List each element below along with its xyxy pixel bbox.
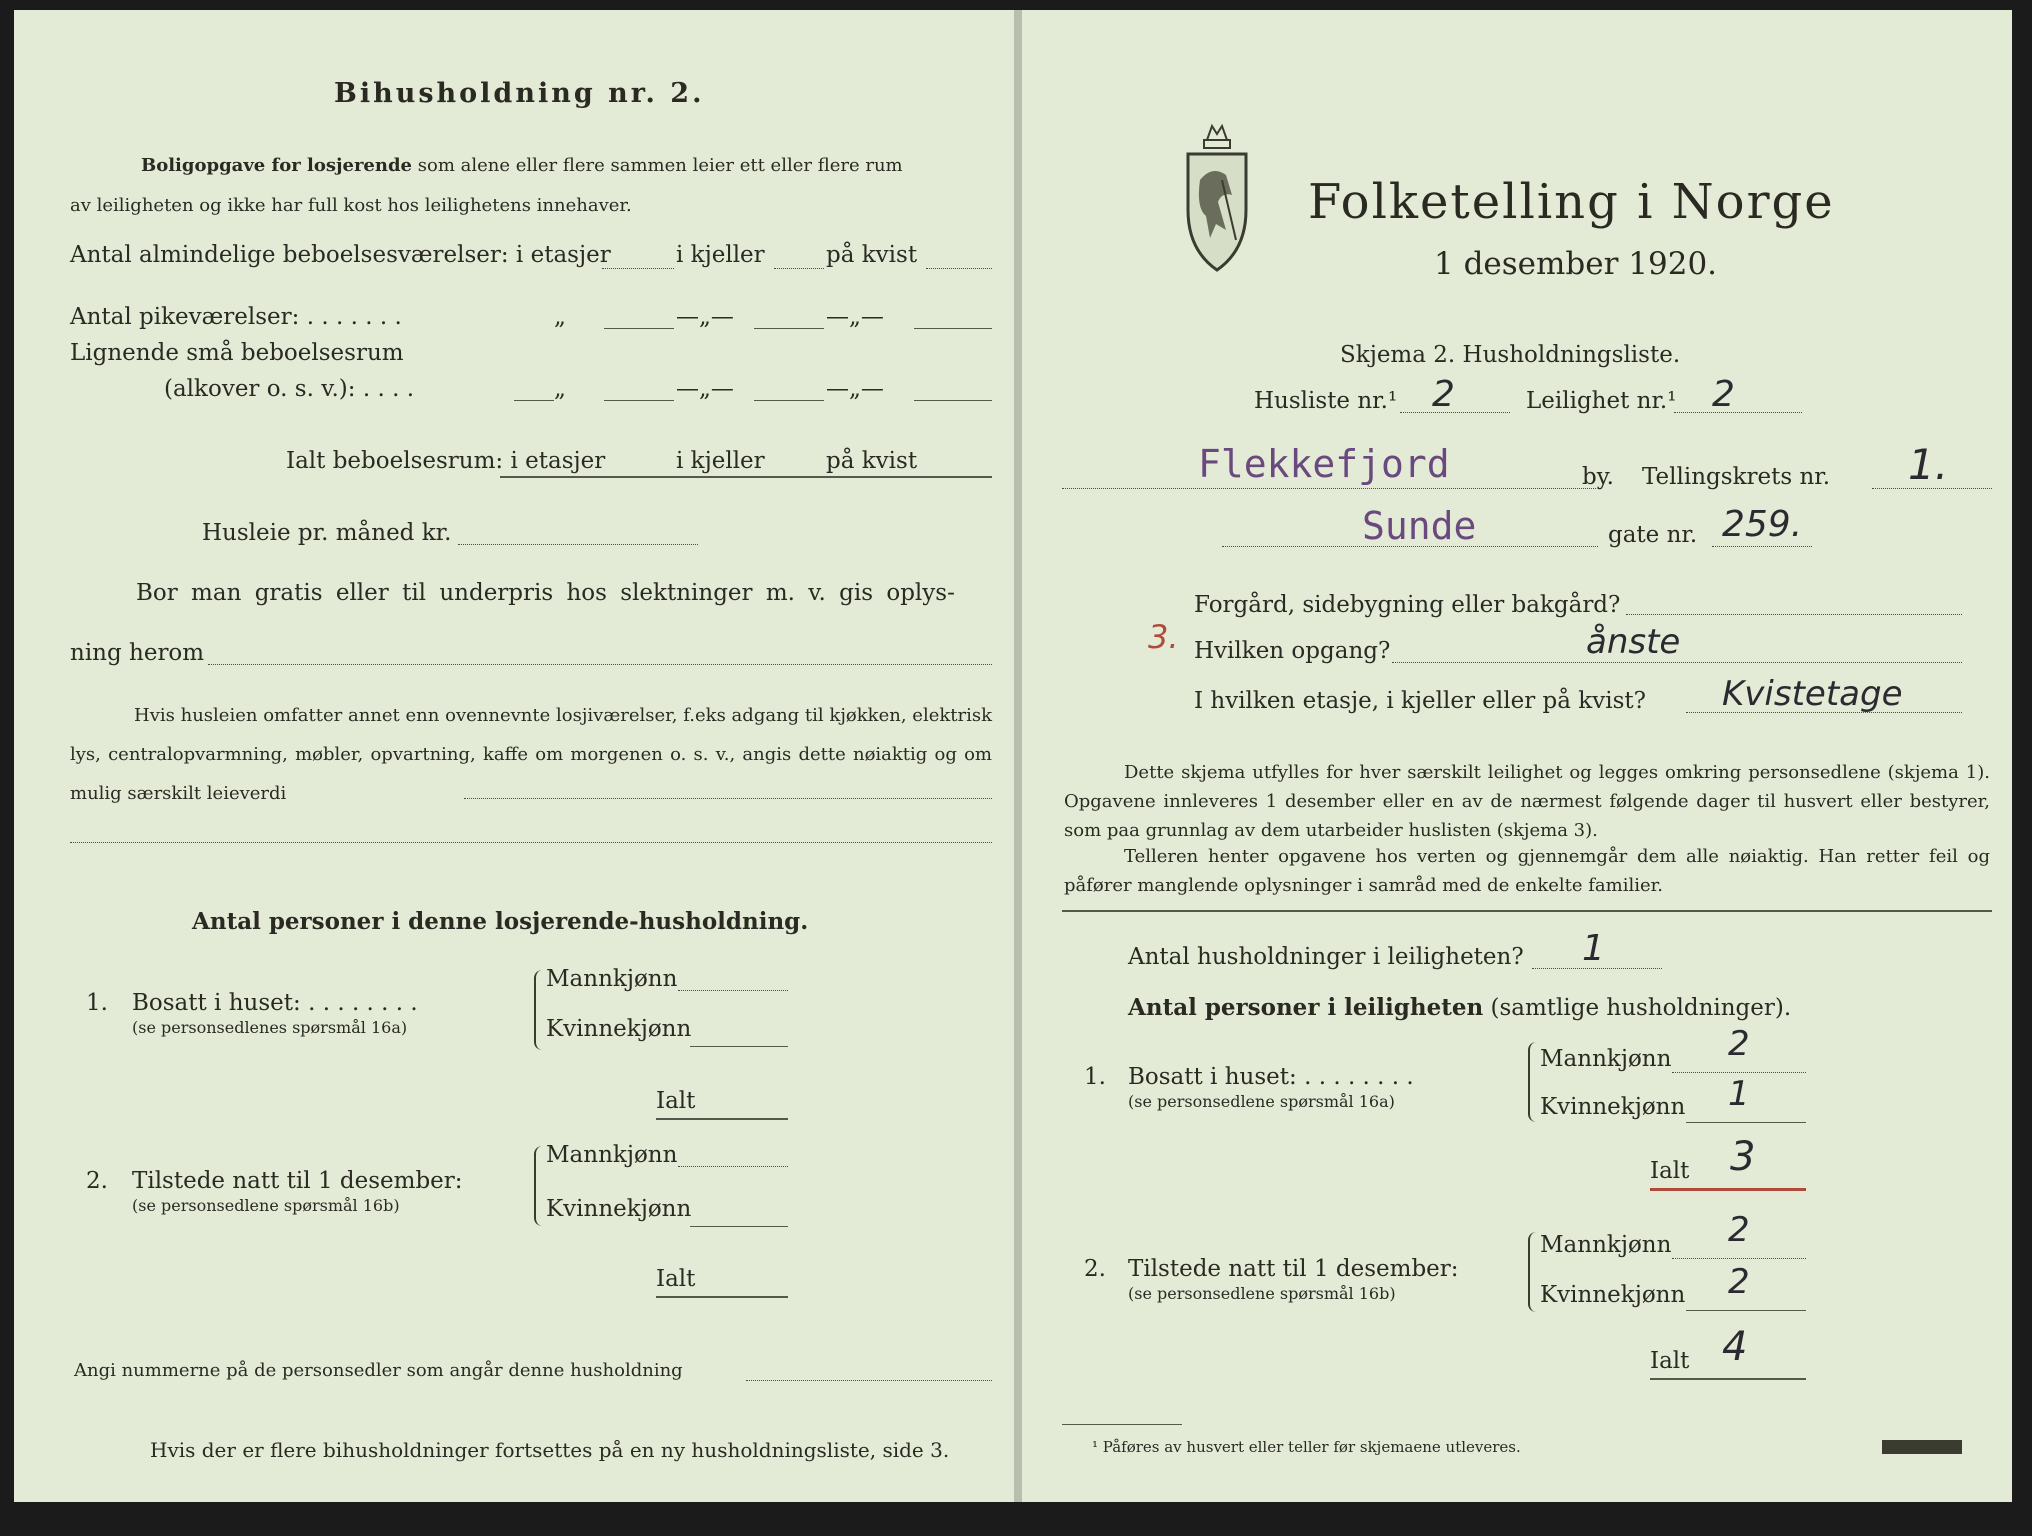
right-q1-kvinne-label: Kvinnekjønn: [1540, 1094, 1686, 1120]
left-q2-label: Tilstede natt til 1 desember:: [132, 1168, 463, 1194]
right-q2-num: 2.: [1084, 1256, 1106, 1282]
rooms-label: Antal almindelige beboelsesværelser: i etasjer: [70, 242, 611, 268]
pike-field-1[interactable]: [604, 328, 674, 329]
right-q2-mann-value[interactable]: 2: [1728, 1210, 1750, 1250]
left-q2-num: 2.: [86, 1168, 108, 1194]
right-q2-ialt-value[interactable]: 4: [1722, 1324, 1748, 1370]
page-fold: [1014, 10, 1022, 1502]
hvis-field[interactable]: [464, 798, 992, 799]
left-title: Bihusholdning nr. 2.: [334, 78, 705, 109]
husleie-field[interactable]: [458, 544, 698, 545]
skjema-label: Skjema 2. Husholdningsliste.: [1340, 342, 1681, 368]
left-q2-mann-label: Mannkjønn: [546, 1142, 678, 1168]
lignende-field-1[interactable]: [604, 400, 674, 401]
husholdninger-value[interactable]: 1: [1582, 928, 1605, 969]
krets-value[interactable]: 1.: [1908, 440, 1949, 489]
right-q1-kvinne-value[interactable]: 1: [1728, 1074, 1750, 1114]
printer-mark: [1882, 1440, 1962, 1454]
lignende-ditto-3: —„—: [826, 376, 884, 402]
gate-value[interactable]: Sunde: [1362, 504, 1477, 548]
personer-heading-bold: Antal personer i leiligheten: [1128, 994, 1484, 1021]
left-q2-mann-field[interactable]: [678, 1166, 788, 1167]
left-page: [14, 10, 1014, 1502]
forgaard-label: Forgård, sidebygning eller bakgård?: [1194, 592, 1621, 618]
right-q2-mann-field: [1672, 1258, 1806, 1259]
angi-label: Angi nummerne på de personsedler som angår denne husholdning: [74, 1360, 683, 1381]
intro-line-1: [141, 155, 903, 176]
right-q2-kvinne-label: Kvinnekjønn: [1540, 1282, 1686, 1308]
husliste-field: [1400, 412, 1510, 413]
rooms-kjeller-label: i kjeller: [676, 242, 765, 268]
right-q2-kvinne-field: [1686, 1310, 1806, 1311]
right-q2-mann-label: Mannkjønn: [1540, 1232, 1672, 1258]
personer-heading-rest: (samtlige husholdninger).: [1490, 995, 1792, 1021]
coat-of-arms-icon: [1182, 120, 1252, 280]
lignende-field-0[interactable]: [514, 400, 554, 401]
by-label: by.: [1582, 464, 1614, 490]
gratis-line-2: ning herom: [70, 640, 205, 666]
opgang-value[interactable]: ånste: [1586, 622, 1681, 662]
instructions-1: Dette skjema utfylles for hver særskilt leilighet og legges omkring personsedlene (skjema 1). Opgavene innleveres 1 desember eller en av de nærmest følgende dager til husvert eller bestyrer, som paa grunnlag av dem utarbeider huslisten (skjema 3).: [1064, 762, 1990, 841]
right-q2-sub: (se personsedlene spørsmål 16b): [1128, 1284, 1396, 1303]
right-q1-ialt-label: Ialt: [1650, 1158, 1690, 1184]
forgaard-field[interactable]: [1626, 614, 1962, 615]
ialt-kjeller-label: i kjeller: [676, 448, 765, 474]
lignende-label-2: (alkover o. s. v.): . . . .: [164, 376, 415, 402]
footnote-rule: [1062, 1424, 1182, 1425]
ialt-kvist-label: på kvist: [826, 448, 918, 474]
right-q1-num: 1.: [1084, 1064, 1106, 1090]
etasje-label: I hvilken etasje, i kjeller eller på kvist?: [1194, 688, 1646, 714]
pike-field-2[interactable]: [754, 328, 824, 329]
left-q1-ialt-label: Ialt: [656, 1088, 696, 1114]
left-q1-ialt-field[interactable]: [656, 1118, 788, 1120]
intro-line-2: av leiligheten og ikke har full kost hos leilighetens innehaver.: [70, 195, 632, 216]
pike-ditto-1: „: [554, 304, 566, 330]
husholdninger-label: Antal husholdninger i leiligheten?: [1128, 944, 1524, 970]
gratis-line-1: Bor man gratis eller til underpris hos slektninger m. v. gis oplys-: [136, 580, 955, 606]
right-q1-mann-label: Mannkjønn: [1540, 1046, 1672, 1072]
gate-nr-value[interactable]: 259.: [1722, 504, 1803, 545]
leilighet-value[interactable]: 2: [1712, 374, 1735, 415]
intro-bold: Boligopgave for losjerende: [141, 155, 413, 176]
right-date: 1 desember 1920.: [1434, 246, 1718, 282]
right-q1-sub: (se personsedlene spørsmål 16a): [1128, 1092, 1395, 1111]
right-q1-ialt-value[interactable]: 3: [1730, 1134, 1756, 1180]
right-q2-brace: [1528, 1232, 1540, 1312]
left-q1-mann-label: Mannkjønn: [546, 966, 678, 992]
right-q1-mann-value[interactable]: 2: [1728, 1024, 1750, 1064]
husleie-label: Husleie pr. måned kr.: [202, 520, 452, 546]
left-q1-label: Bosatt i huset: . . . . . . . .: [132, 990, 418, 1016]
etasje-field: [1686, 712, 1962, 713]
rooms-kvist-label: på kvist: [826, 242, 918, 268]
antal-heading: Antal personer i denne losjerende-husholdning.: [192, 908, 809, 935]
etasje-value[interactable]: Kvistetage: [1722, 674, 1903, 714]
right-title: Folketelling i Norge: [1308, 174, 1835, 230]
right-q2-ialt-label: Ialt: [1650, 1348, 1690, 1374]
by-value[interactable]: Flekkefjord: [1198, 442, 1450, 486]
gate-field: [1222, 546, 1598, 547]
instructions-2: Telleren henter opgavene hos verten og gjennemgår dem alle nøiaktig. Han retter feil og påfører manglende oplysninger i samråd med de enkelte familier.: [1064, 846, 1990, 896]
opgang-label: Hvilken opgang?: [1194, 638, 1391, 664]
right-q1-mann-field: [1672, 1072, 1806, 1073]
leilighet-label: Leilighet nr.¹: [1526, 388, 1677, 414]
intro-rest: som alene eller flere sammen leier ett eller flere rum: [417, 155, 903, 176]
left-q1-kvinne-label: Kvinnekjønn: [546, 1016, 692, 1042]
right-q1-label: Bosatt i huset: . . . . . . . .: [1128, 1064, 1414, 1090]
personer-heading: [1128, 994, 1791, 1021]
margin-mark: 3.: [1148, 618, 1179, 656]
husliste-label: Husliste nr.¹: [1254, 388, 1398, 414]
pike-ditto-2: —„—: [676, 304, 734, 330]
opgang-field: [1392, 662, 1962, 663]
hvis-paragraph: Hvis husleien omfatter annet enn ovennevnte losjiværelser, f.eks adgang til kjøkken, elektrisk lys, centralopvarmning, møbler, opvartning, kaffe om morgenen o. s. v., angis dette nøiaktig og om mulig særskilt leieverdi: [70, 705, 992, 804]
rooms-etasjer-field[interactable]: [602, 268, 674, 269]
hvis-field-2[interactable]: [70, 842, 992, 843]
left-footer: Hvis der er flere bihusholdninger fortsettes på en ny husholdningsliste, side 3.: [150, 1438, 950, 1462]
lignende-field-2[interactable]: [754, 400, 824, 401]
rooms-kjeller-field[interactable]: [774, 268, 824, 269]
leilighet-field: [1674, 412, 1802, 413]
ialt-rooms-underline: [500, 476, 992, 478]
krets-label: Tellingskrets nr.: [1642, 464, 1831, 490]
gate-nr-field: [1712, 546, 1812, 547]
left-q2-brace: [534, 1146, 546, 1226]
krets-field: [1872, 488, 1992, 489]
pike-field-3[interactable]: [914, 328, 992, 329]
pike-ditto-3: —„—: [826, 304, 884, 330]
lignende-ditto-2: —„—: [676, 376, 734, 402]
right-q1-brace: [1528, 1042, 1540, 1122]
right-q2-label: Tilstede natt til 1 desember:: [1128, 1256, 1459, 1282]
right-page: [1022, 10, 2012, 1502]
footnote: ¹ Påføres av husvert eller teller før skjemaene utleveres.: [1092, 1438, 1521, 1456]
left-q1-mann-field[interactable]: [678, 990, 788, 991]
left-q1-brace: [534, 970, 546, 1050]
left-q2-ialt-label: Ialt: [656, 1266, 696, 1292]
left-q1-sub: (se personsedlenes spørsmål 16a): [132, 1018, 408, 1037]
husliste-value[interactable]: 2: [1432, 374, 1455, 415]
angi-field[interactable]: [746, 1380, 992, 1381]
right-q1-ialt-field: [1650, 1188, 1806, 1191]
gratis-field[interactable]: [208, 664, 992, 665]
left-q1-num: 1.: [86, 990, 108, 1016]
rooms-kvist-field[interactable]: [926, 268, 992, 269]
ialt-rooms-label: Ialt beboelsesrum: i etasjer: [286, 448, 606, 474]
lignende-ditto-1: „: [554, 376, 566, 402]
lignende-field-3[interactable]: [914, 400, 992, 401]
pike-label: Antal pikeværelser: . . . . . . .: [70, 304, 402, 330]
left-q1-kvinne-field[interactable]: [690, 1046, 788, 1047]
left-q2-kvinne-field[interactable]: [690, 1226, 788, 1227]
left-q2-ialt-field[interactable]: [656, 1296, 788, 1298]
instructions-divider: [1062, 910, 1992, 912]
husholdninger-field: [1532, 968, 1662, 969]
right-q2-kvinne-value[interactable]: 2: [1728, 1262, 1750, 1302]
lignende-label-1: Lignende små beboelsesrum: [70, 340, 404, 366]
left-q2-sub: (se personsedlene spørsmål 16b): [132, 1196, 400, 1215]
by-field: [1062, 488, 1596, 489]
left-q2-kvinne-label: Kvinnekjønn: [546, 1196, 692, 1222]
right-q2-ialt-field: [1650, 1378, 1806, 1380]
right-q1-kvinne-field: [1686, 1122, 1806, 1123]
gate-label: gate nr.: [1608, 522, 1698, 548]
